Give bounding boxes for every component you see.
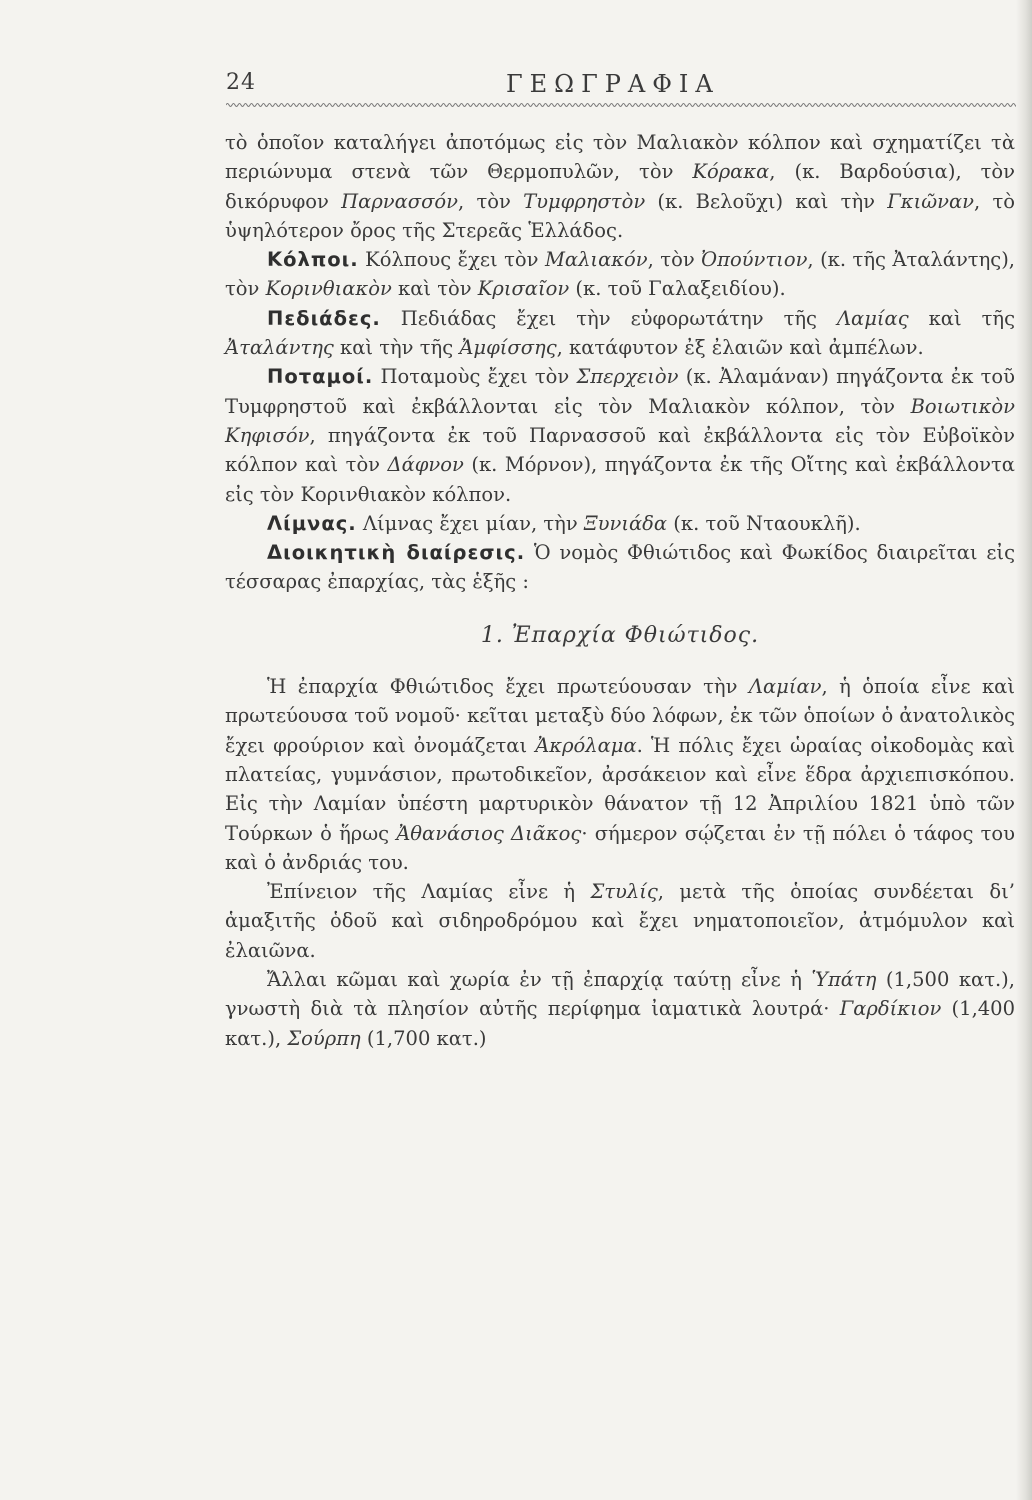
text: Κόλπους ἔχει τὸν	[358, 248, 545, 272]
text: (1,400 κατ.),	[225, 997, 1015, 1050]
paragraph-mountains-continued	[225, 128, 1015, 245]
place-name: Μαλιακόν	[544, 248, 648, 272]
place-name: Λαμίας	[836, 306, 909, 330]
place-name: Γαρδίκιον	[839, 997, 942, 1021]
paragraph-stylis	[225, 877, 1015, 965]
page-body	[225, 128, 1015, 1053]
text: Λίμνας ἔχει μίαν, τὴν	[356, 511, 584, 535]
text: καὶ τὴν τῆς	[333, 336, 460, 360]
text: καὶ τῆς	[908, 306, 1015, 330]
text: , τὸν	[647, 248, 702, 272]
text: (κ. τοῦ Νταουκλῆ).	[667, 511, 861, 535]
place-name: Ἀμφίσσης	[459, 336, 557, 360]
page-number: 24	[226, 70, 256, 95]
text: (κ. Μόρνον), πηγάζοντα ἐκ τῆς Οἴτης καὶ ἐκβάλλοντα εἰς τὸν Κορινθιακὸν κόλπον.	[225, 453, 1015, 506]
place-name: Λαμίαν	[748, 675, 822, 699]
text: , κατάφυτον ἐξ ἐλαιῶν καὶ ἀμπέλων.	[556, 336, 924, 360]
text: , (κ. τῆς Ἀταλάντης), τὸν	[225, 248, 1015, 301]
text: Ἄλλαι κῶμαι καὶ χωρία ἐν τῇ ἐπαρχίᾳ ταύτῃ εἶνε ἡ	[267, 968, 812, 992]
text: (1,700 κατ.)	[360, 1026, 487, 1050]
text: (κ. Βελοῦχι) καὶ τὴν	[645, 189, 888, 213]
text: (1,500 κατ.), γνωστὴ διὰ τὰ πλησίον αὐτῆς περίφημα ἰαματικὰ λουτρά·	[225, 968, 1015, 1021]
place-name: Ξυνιάδα	[583, 511, 668, 535]
place-name: Σούρπη	[287, 1026, 361, 1050]
section-heading-plains: Πεδιάδες.	[267, 306, 381, 330]
text: , ἡ ὁποία εἶνε καὶ πρωτεύουσα τοῦ νομοῦ· κεῖται μεταξὺ δύο λόφων, ἐκ τῶν ὁποίων ὁ ἀνατολικὸς ἔχει φρούριον καὶ ὀνομάζεται	[225, 675, 1015, 757]
section-heading-administrative: Διοικητικὴ διαίρεσις.	[267, 541, 526, 565]
text: , μετὰ τῆς ὁποίας συνδέεται δι’ ἁμαξιτῆς ὁδοῦ καὶ σιδηροδρόμου καὶ ἔχει νηματοποιεῖον, ἀτμόμυλον καὶ ἐλαιῶνα.	[225, 880, 1015, 962]
text: · σήμερον σῴζεται ἐν τῇ πόλει ὁ τάφος του καὶ ὁ ἀνδριάς του.	[225, 821, 1015, 874]
text: . Ἡ πόλις ἔχει ὡραίας οἰκοδομὰς καὶ πλατείας, γυμνάσιον, πρωτοδικεῖον, ἀρσάκειον καὶ εἶνε ἕδρα ἀρχιεπισκόπου. Εἰς τὴν Λαμίαν ὑπέστη μαρτυρικὸν θάνατον τῇ 12 Ἀπριλίου 1821 ὑπὸ τῶν Τούρκων ὁ ἥρως	[225, 733, 1015, 845]
place-name: Ὀπούντιον	[701, 248, 808, 272]
text: Ἐπίνειον τῆς Λαμίας εἶνε ἡ	[267, 880, 591, 904]
text: καὶ τὸν	[391, 277, 478, 301]
text: Ποταμοὺς ἔχει τὸν	[373, 365, 577, 389]
section-heading-lakes: Λίμνας.	[267, 511, 357, 535]
text: (κ. Ἀλαμάναν) πηγάζοντα ἐκ τοῦ Τυμφρηστοῦ καὶ ἐκβάλλονται εἰς τὸν Μαλιακὸν κόλπον, τὸν	[225, 365, 1015, 418]
place-name: Δάφνον	[387, 453, 464, 477]
person-name: Ἀθανάσιος Διᾶκος	[396, 821, 582, 845]
place-name: Ὑπάτη	[811, 968, 877, 992]
place-name: Βοιωτικὸν Κηφισόν	[225, 394, 1015, 447]
text: Πεδιάδας ἔχει τὴν εὐφορωτάτην τῆς	[380, 306, 837, 330]
paragraph-gulfs	[225, 245, 1015, 304]
place-name: Στυλίς	[590, 880, 658, 904]
place-name: Ἀκρόλαμα	[535, 733, 637, 757]
text: (κ. τοῦ Γαλαξειδίου).	[569, 277, 786, 301]
text: Ὁ νομὸς Φθιώτιδος καὶ Φωκίδος διαιρεῖται εἰς τέσσαρας ἐπαρχίας, τὰς ἑξῆς :	[225, 541, 1015, 594]
page-header	[226, 70, 1016, 98]
page-edge-shadow	[1016, 0, 1032, 1500]
place-name: Ἀταλάντης	[225, 336, 334, 360]
place-name: Τυμφρηστὸν	[523, 189, 646, 213]
place-name: Γκιῶναν	[887, 189, 974, 213]
paragraph-other-villages	[225, 965, 1015, 1053]
text: Ἡ ἐπαρχία Φθιώτιδος ἔχει πρωτεύουσαν τὴν	[267, 675, 749, 699]
paragraph-lamia	[225, 672, 1015, 877]
text: , τὸ ὑψηλότερον ὄρος τῆς Στερεᾶς Ἑλλάδος.	[225, 189, 1015, 242]
place-name: Κορινθιακὸν	[265, 277, 392, 301]
place-name: Παρνασσόν	[341, 189, 459, 213]
section-title-phthiotis: 1. Ἐπαρχία Φθιώτιδος.	[480, 622, 760, 648]
paragraph-plains	[225, 304, 1015, 363]
text: , (κ. Βαρδούσια), τὸν δικόρυφον	[225, 160, 1015, 213]
text: , πηγάζοντα ἐκ τοῦ Παρνασσοῦ καὶ ἐκβάλλοντα εἰς τὸν Εὐβοϊκὸν κόλπον καὶ τὸν	[225, 423, 1015, 477]
place-name: Κρισαῖον	[477, 277, 570, 301]
place-name: Κόρακα	[692, 160, 770, 184]
paragraph-administrative-division	[225, 538, 1015, 597]
section-heading-rivers: Ποταμοί.	[267, 365, 374, 389]
text: , τὸν	[458, 189, 524, 213]
paragraph-lakes	[225, 509, 1015, 538]
text: τὸ ὁποῖον καταλήγει ἀποτόμως εἰς τὸν Μαλιακὸν κόλπον καὶ σχηματίζει τὰ περιώνυμα στενὰ τῶν Θερμοπυλῶν, τὸν	[225, 131, 1015, 184]
wavy-header-rule	[226, 102, 1016, 108]
running-title: ΓΕΩΓΡΑΦΙΑ	[506, 70, 720, 98]
paragraph-rivers	[225, 362, 1015, 508]
place-name: Σπερχειὸν	[576, 365, 679, 389]
section-heading-gulfs: Κόλποι.	[267, 248, 359, 272]
